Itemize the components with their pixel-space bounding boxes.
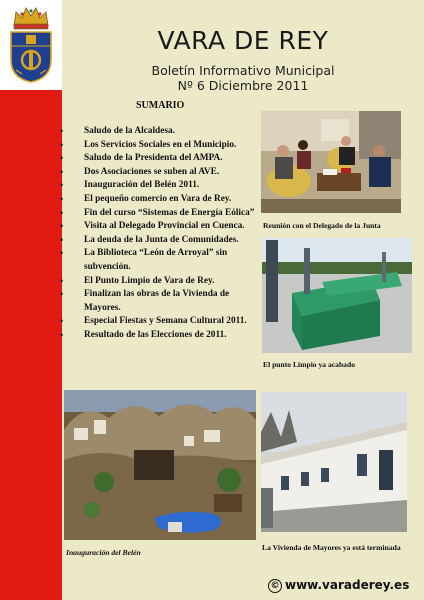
sumario-item: • La Biblioteca “León de Arroyal” sin: [60, 247, 270, 261]
crest-area: [0, 0, 62, 90]
photo-meeting: [261, 111, 401, 213]
website-link[interactable]: www.varaderey.es: [285, 578, 410, 592]
copyright-icon: ©: [268, 579, 282, 593]
photo-vivienda: [261, 392, 407, 532]
punto-limpio-scene: [262, 238, 412, 353]
newsletter-subtitle: [62, 63, 424, 93]
subtitle-line-1: Boletín Informativo Municipal: [151, 63, 335, 78]
sumario-item: • Saludo de la Alcaldesa.: [60, 125, 270, 139]
newsletter-title: VARA DE REY: [157, 26, 329, 55]
sumario-heading: SUMARIO: [136, 100, 185, 111]
sumario-item: • Inauguración del Belén 2011.: [60, 179, 270, 193]
meeting-scene: [261, 111, 401, 213]
sumario-item: Mayores.: [84, 302, 121, 313]
footer-website: [268, 578, 409, 593]
coat-of-arms-icon: [8, 2, 54, 84]
sumario-item: subvención.: [84, 261, 131, 272]
sumario-item: • La deuda de la Junta de Comunidades.: [60, 234, 270, 248]
sumario-item: • El Punto Limpio de Vara de Rey.: [60, 275, 270, 289]
red-side-band: [0, 90, 62, 600]
photo-punto-limpio: [262, 238, 412, 353]
caption-punto-limpio: El punto Limpio ya acabado: [263, 360, 355, 369]
subtitle-line-2: Nº 6 Diciembre 2011: [177, 78, 309, 93]
caption-vivienda: La Vivienda de Mayores ya está terminada: [262, 543, 401, 552]
caption-meeting: Reunión con el Delegado de la Junta: [263, 221, 381, 230]
sumario-item: • Especial Fiestas y Semana Cultural 2011.: [60, 315, 270, 329]
sumario-item: • Resultado de las Elecciones de 2011.: [60, 329, 270, 343]
sumario-item: • Los Servicios Sociales en el Municipio.: [60, 139, 270, 153]
sumario-item: • Finalizan las obras de la Vivienda de: [60, 288, 270, 302]
photo-belen: [64, 390, 256, 540]
sumario-list: [60, 125, 270, 343]
sumario-item: • Fin del curso “Sistemas de Energía Eólica”: [60, 207, 270, 221]
belen-scene: [64, 390, 256, 540]
vivienda-scene: [261, 392, 407, 532]
sumario-item: • Visita al Delegado Provincial en Cuenca.: [60, 220, 270, 234]
sumario-item: • Saludo de la Presidenta del AMPA.: [60, 152, 270, 166]
sumario-item: • El pequeño comercio en Vara de Rey.: [60, 193, 270, 207]
sumario-item: • Dos Asociaciones se suben al AVE.: [60, 166, 270, 180]
caption-belen: Inauguración del Belén: [66, 548, 141, 557]
